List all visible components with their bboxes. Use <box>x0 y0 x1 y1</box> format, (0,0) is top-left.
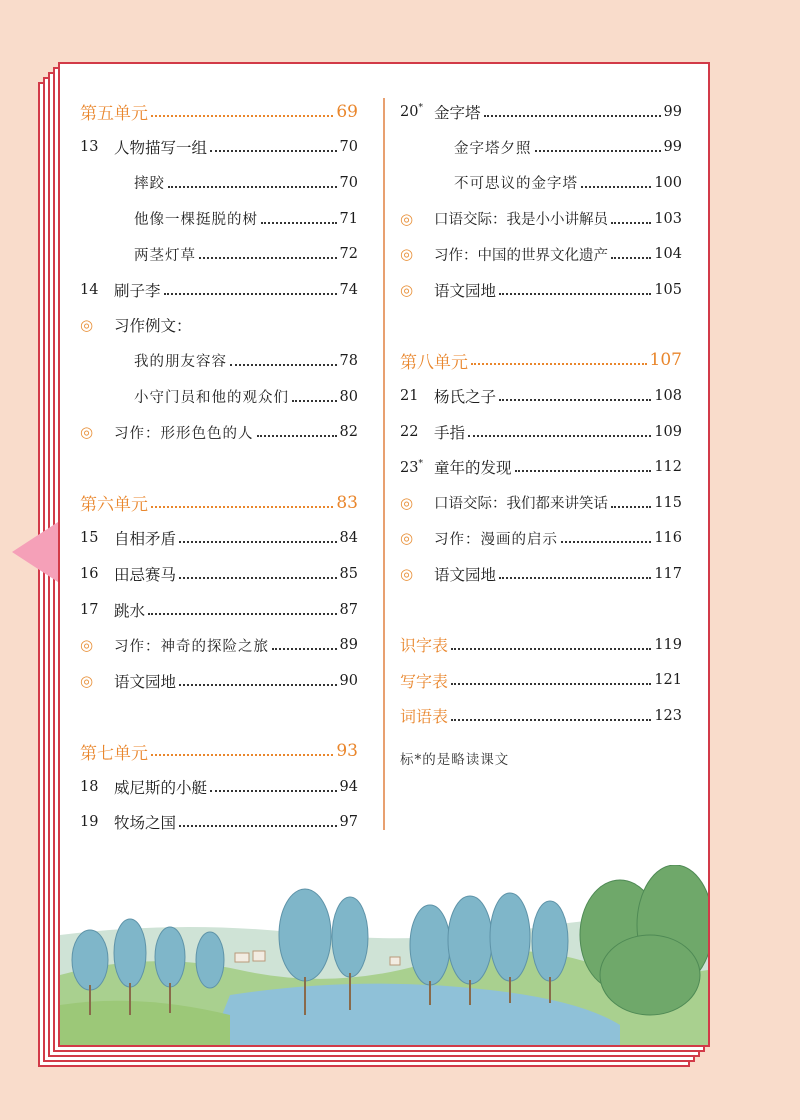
toc-entry[interactable] <box>400 414 682 450</box>
lesson-number: 13 <box>80 139 99 156</box>
entry-page: 89 <box>339 637 358 654</box>
entry-page: 94 <box>339 778 358 795</box>
unit-page: 83 <box>336 492 358 513</box>
column-divider <box>383 98 385 830</box>
toc-entry[interactable] <box>80 663 358 699</box>
entry-title: 两茎灯草 <box>134 247 196 264</box>
entry-title: 习作：漫画的启示 <box>434 531 558 548</box>
leader-dots <box>230 364 337 366</box>
entry-title: 手指 <box>434 423 466 442</box>
leader-dots <box>148 613 337 615</box>
entry-page: 70 <box>339 139 358 156</box>
circle-mark-icon: ◎ <box>80 316 94 335</box>
entry-page: 72 <box>339 246 358 263</box>
entry-title: 金字塔夕照 <box>454 140 532 157</box>
entry-title: 习作：神奇的探险之旅 <box>114 638 269 655</box>
entry-page: 78 <box>339 352 358 369</box>
toc-entry[interactable] <box>80 592 358 628</box>
leader-dots <box>179 577 337 579</box>
leader-dots <box>151 115 333 117</box>
lesson-number: 23* <box>400 458 423 476</box>
lesson-number: 19 <box>80 814 99 831</box>
appendix-entry[interactable] <box>400 698 682 734</box>
leader-dots <box>581 186 651 188</box>
leader-dots <box>199 257 337 259</box>
toc-page <box>58 62 710 1047</box>
unit-heading[interactable] <box>400 343 682 379</box>
leader-dots <box>499 399 651 401</box>
toc-subentry[interactable] <box>80 165 358 201</box>
entry-title: 语文园地 <box>434 281 497 300</box>
circle-mark-icon: ◎ <box>80 636 94 655</box>
circle-mark-icon: ◎ <box>400 280 414 299</box>
appendix-title: 识字表 <box>400 636 449 656</box>
entry-title: 他像一棵挺脱的树 <box>134 212 258 229</box>
lesson-number: 16 <box>80 565 99 582</box>
entry-page: 112 <box>654 459 682 476</box>
leader-dots <box>484 115 661 117</box>
appendix-entry[interactable] <box>400 662 682 698</box>
circle-mark-icon: ◎ <box>400 564 414 583</box>
leader-dots <box>151 754 333 756</box>
leader-dots <box>151 506 333 508</box>
entry-title: 习作：形形色色的人 <box>114 425 254 442</box>
circle-mark-icon: ◎ <box>80 671 94 690</box>
entry-page: 117 <box>654 565 682 582</box>
leader-dots <box>611 257 651 259</box>
entry-title: 小守门员和他的观众们 <box>134 390 289 407</box>
circle-mark-icon: ◎ <box>400 529 414 548</box>
skim-reading-star: * <box>418 103 423 114</box>
toc-entry[interactable] <box>80 308 358 344</box>
appendix-entry[interactable] <box>400 627 682 663</box>
entry-title: 威尼斯的小艇 <box>114 778 208 797</box>
circle-mark-icon: ◎ <box>80 423 94 442</box>
leader-dots <box>451 719 651 721</box>
entry-page: 108 <box>654 387 682 404</box>
toc-subentry[interactable] <box>80 236 358 272</box>
leader-dots <box>561 541 651 543</box>
leader-dots <box>179 825 337 827</box>
toc-subentry[interactable] <box>400 165 682 201</box>
leader-dots <box>210 790 337 792</box>
leader-dots <box>451 648 651 650</box>
entry-title: 语文园地 <box>434 565 497 584</box>
toc-entry[interactable] <box>400 272 682 308</box>
lesson-number: 20* <box>400 103 423 121</box>
entry-page: 116 <box>654 530 682 547</box>
leader-dots <box>257 435 337 437</box>
entry-page: 70 <box>339 174 358 191</box>
entry-page: 105 <box>654 281 682 298</box>
entry-title: 童年的发现 <box>434 459 512 478</box>
unit-page: 107 <box>649 350 682 371</box>
leader-dots <box>179 684 337 686</box>
lesson-number: 17 <box>80 601 99 618</box>
entry-title: 跳水 <box>114 601 146 620</box>
circle-mark-icon: ◎ <box>400 245 414 264</box>
toc-entry[interactable] <box>80 556 358 592</box>
entry-title: 习作：中国的世界文化遗产 <box>434 247 608 264</box>
entry-title: 牧场之国 <box>114 814 177 833</box>
lesson-number: 15 <box>80 530 99 547</box>
entry-page: 119 <box>654 636 682 653</box>
entry-title: 习作例文： <box>114 317 192 336</box>
bookmark-ribbon <box>12 522 58 582</box>
toc-entry[interactable] <box>80 769 358 805</box>
toc-entry[interactable] <box>400 378 682 414</box>
leader-dots <box>164 293 337 295</box>
entry-page: 80 <box>339 388 358 405</box>
entry-page: 87 <box>339 601 358 618</box>
leader-dots <box>499 577 651 579</box>
toc-entry[interactable] <box>80 414 358 450</box>
lesson-number: 18 <box>80 778 99 795</box>
toc-entry[interactable] <box>400 94 682 130</box>
entry-page: 90 <box>339 672 358 689</box>
toc-entry[interactable] <box>80 627 358 663</box>
toc-subentry[interactable] <box>400 130 682 166</box>
leader-dots <box>272 648 337 650</box>
appendix-title: 词语表 <box>400 707 449 727</box>
toc-entry[interactable] <box>400 521 682 557</box>
reading-note: 标*的是略读课文 <box>400 751 510 768</box>
entry-title: 自相矛盾 <box>114 530 177 549</box>
entry-page: 109 <box>654 423 682 440</box>
leader-dots <box>515 470 652 472</box>
unit-heading[interactable] <box>80 94 358 130</box>
entry-title: 金字塔 <box>434 103 481 122</box>
leader-dots <box>451 683 651 685</box>
toc-subentry[interactable] <box>80 201 358 237</box>
entry-page: 100 <box>654 174 682 191</box>
entry-page: 103 <box>654 210 682 227</box>
lesson-number: 22 <box>400 423 419 440</box>
toc-entry[interactable] <box>400 236 682 272</box>
entry-title: 人物描写一组 <box>114 139 208 158</box>
leader-dots <box>261 222 337 224</box>
entry-page: 104 <box>654 246 682 263</box>
toc-subentry[interactable] <box>80 379 358 415</box>
toc-entry[interactable] <box>80 521 358 557</box>
toc-right-column <box>400 94 682 768</box>
leader-dots <box>168 186 337 188</box>
entry-title: 口语交际：我是小小讲解员 <box>434 212 608 229</box>
unit-title: 第八单元 <box>400 352 468 373</box>
unit-title: 第六单元 <box>80 495 148 516</box>
unit-title: 第七单元 <box>80 743 148 764</box>
toc-entry[interactable] <box>400 449 682 485</box>
leader-dots <box>611 222 651 224</box>
entry-page: 85 <box>339 565 358 582</box>
toc-entry[interactable] <box>80 272 358 308</box>
entry-page: 121 <box>654 672 682 689</box>
entry-page: 82 <box>339 424 358 441</box>
entry-page: 71 <box>339 210 358 227</box>
toc-entry[interactable] <box>80 805 358 841</box>
toc-entry[interactable] <box>400 201 682 237</box>
entry-page: 99 <box>663 103 682 120</box>
leader-dots <box>210 150 337 152</box>
entry-title: 语文园地 <box>114 672 177 691</box>
entry-title: 田忌赛马 <box>114 565 177 584</box>
entry-title: 我的朋友容容 <box>134 354 227 371</box>
entry-page: 74 <box>339 281 358 298</box>
toc-subentry[interactable] <box>80 343 358 379</box>
leader-dots <box>468 435 651 437</box>
skim-reading-star: * <box>418 458 423 469</box>
toc-entry[interactable] <box>400 485 682 521</box>
entry-title: 不可思议的金字塔 <box>454 176 578 193</box>
appendix-title: 写字表 <box>400 671 449 691</box>
leader-dots <box>499 293 651 295</box>
leader-dots <box>179 541 337 543</box>
unit-page: 69 <box>336 101 358 122</box>
unit-title: 第五单元 <box>80 104 148 125</box>
entry-page: 115 <box>654 494 682 511</box>
unit-heading[interactable] <box>80 485 358 521</box>
leader-dots <box>471 363 647 365</box>
circle-mark-icon: ◎ <box>400 493 414 512</box>
entry-page: 99 <box>663 139 682 156</box>
toc-entry[interactable] <box>80 130 358 166</box>
entry-title: 口语交际：我们都来讲笑话 <box>434 496 608 513</box>
leader-dots <box>292 400 337 402</box>
leader-dots <box>535 150 661 152</box>
entry-title: 杨氏之子 <box>434 387 497 406</box>
entry-title: 摔跤 <box>134 176 165 193</box>
lesson-number: 21 <box>400 387 419 404</box>
landscape-illustration <box>60 865 708 1045</box>
circle-mark-icon: ◎ <box>400 209 414 228</box>
entry-title: 刷子李 <box>114 281 161 300</box>
entry-page: 84 <box>339 530 358 547</box>
unit-page: 93 <box>336 741 358 762</box>
leader-dots <box>611 506 651 508</box>
entry-page: 123 <box>654 707 682 724</box>
lesson-number: 14 <box>80 281 99 298</box>
toc-entry[interactable] <box>400 556 682 592</box>
entry-page: 97 <box>339 814 358 831</box>
toc-left-column <box>80 94 358 840</box>
unit-heading[interactable] <box>80 734 358 770</box>
